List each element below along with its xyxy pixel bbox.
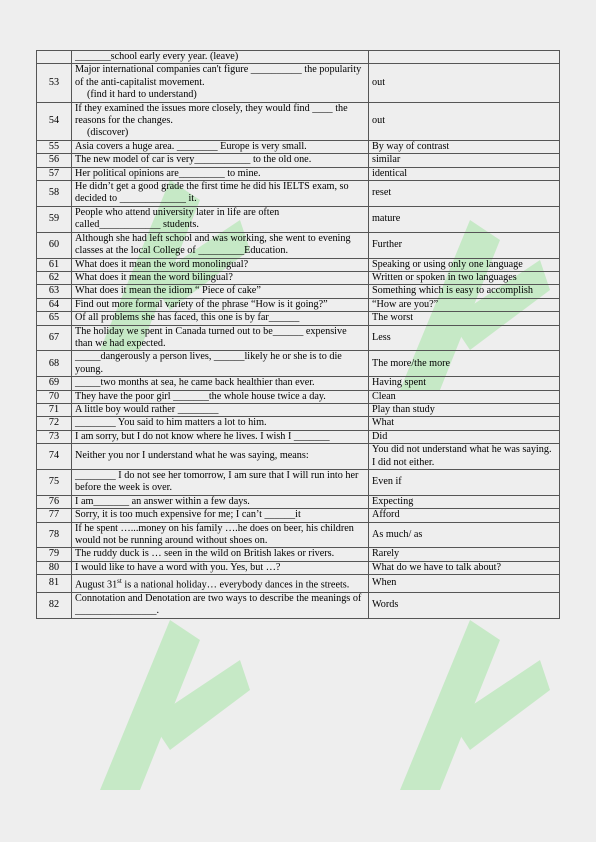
question-text: People who attend university later in life are often called____________ students. bbox=[72, 206, 369, 232]
row-number: 54 bbox=[37, 102, 72, 140]
question-text: What does it mean the word monolingual? bbox=[72, 258, 369, 271]
question-text: Of all problems she has faced, this one is by far______ bbox=[72, 312, 369, 325]
table-row bbox=[37, 593, 560, 619]
question-text: Although she had left school and was working, she went to evening classes at the local College of _________Education. bbox=[72, 232, 369, 258]
table-row bbox=[37, 181, 560, 207]
row-number: 77 bbox=[37, 509, 72, 522]
question-text: _____dangerously a person lives, ______likely he or she is to die young. bbox=[72, 351, 369, 377]
table-row bbox=[37, 51, 560, 64]
table-row bbox=[37, 325, 560, 351]
table-row bbox=[37, 522, 560, 548]
table-row bbox=[37, 470, 560, 496]
question-text: A little boy would rather ________ bbox=[72, 403, 369, 416]
table-row bbox=[37, 312, 560, 325]
answer-text: Words bbox=[369, 593, 560, 619]
question-text: is a national holiday… everybody dances in the streets. bbox=[121, 579, 350, 591]
row-number: 73 bbox=[37, 430, 72, 443]
row-number: 59 bbox=[37, 206, 72, 232]
row-number: 79 bbox=[37, 548, 72, 561]
row-number: 72 bbox=[37, 417, 72, 430]
row-number: 64 bbox=[37, 298, 72, 311]
table-row bbox=[37, 403, 560, 416]
question-text: Her political opinions are_________ to mine. bbox=[72, 167, 369, 180]
answer-text: similar bbox=[369, 154, 560, 167]
answer-text: Speaking or using only one language bbox=[369, 258, 560, 271]
table-row bbox=[37, 430, 560, 443]
question-text: Neither you nor I understand what he was saying, means: bbox=[72, 444, 369, 470]
row-number: 56 bbox=[37, 154, 72, 167]
question-text: August 31 bbox=[75, 579, 118, 591]
answer-text: reset bbox=[369, 181, 560, 207]
table-row bbox=[37, 351, 560, 377]
row-number: 70 bbox=[37, 390, 72, 403]
answer-text: Further bbox=[369, 232, 560, 258]
answer-text: “How are you?” bbox=[369, 298, 560, 311]
table-row bbox=[37, 258, 560, 271]
answer-text: Clean bbox=[369, 390, 560, 403]
row-number: 61 bbox=[37, 258, 72, 271]
question-text: _______school early every year. (leave) bbox=[72, 51, 369, 64]
table-row bbox=[37, 298, 560, 311]
answer-text: The more/the more bbox=[369, 351, 560, 377]
row-number: 60 bbox=[37, 232, 72, 258]
answer-text: Even if bbox=[369, 470, 560, 496]
answer-text: You did not understand what he was saying. I did not either. bbox=[369, 444, 560, 470]
row-number bbox=[37, 51, 72, 64]
question-text: I am_______ an answer within a few days. bbox=[72, 495, 369, 508]
questions-table bbox=[36, 50, 560, 619]
answer-text: Having spent bbox=[369, 377, 560, 390]
row-number: 69 bbox=[37, 377, 72, 390]
table-row bbox=[37, 167, 560, 180]
question-text: They have the poor girl _______the whole house twice a day. bbox=[72, 390, 369, 403]
question-text: ________ You said to him matters a lot to him. bbox=[72, 417, 369, 430]
watermark-logo bbox=[80, 600, 260, 800]
row-number: 63 bbox=[37, 285, 72, 298]
row-number: 76 bbox=[37, 495, 72, 508]
question-text: If they examined the issues more closely, they would find ____ the reasons for the changes. bbox=[75, 102, 348, 127]
question-text: The holiday we spent in Canada turned out to be______ expensive than we had expected. bbox=[72, 325, 369, 351]
table-row bbox=[37, 285, 560, 298]
table-row bbox=[37, 64, 560, 102]
watermark-logo bbox=[380, 600, 560, 800]
question-text: Asia covers a huge area. ________ Europe is very small. bbox=[72, 140, 369, 153]
table-row bbox=[37, 377, 560, 390]
row-number: 74 bbox=[37, 444, 72, 470]
table-row bbox=[37, 561, 560, 574]
table-row bbox=[37, 154, 560, 167]
answer-text: Less bbox=[369, 325, 560, 351]
answer-text bbox=[369, 51, 560, 64]
question-text: ________ I do not see her tomorrow, I am sure that I will run into her before the week is over. bbox=[72, 470, 369, 496]
row-number: 53 bbox=[37, 64, 72, 102]
answer-text: out bbox=[369, 64, 560, 102]
row-number: 81 bbox=[37, 575, 72, 593]
row-number: 55 bbox=[37, 140, 72, 153]
question-hint: (discover) bbox=[87, 127, 129, 139]
answer-text: When bbox=[369, 575, 560, 593]
table-row bbox=[37, 548, 560, 561]
answer-text: out bbox=[369, 102, 560, 140]
answer-text: By way of contrast bbox=[369, 140, 560, 153]
answer-text: Written or spoken in two languages bbox=[369, 271, 560, 284]
answer-text: mature bbox=[369, 206, 560, 232]
question-cell bbox=[72, 102, 369, 140]
question-cell bbox=[72, 64, 369, 102]
answer-text: What bbox=[369, 417, 560, 430]
question-text: Connotation and Denotation are two ways to describe the meanings of ________________. bbox=[72, 593, 369, 619]
answer-text: identical bbox=[369, 167, 560, 180]
question-text: If he spent …...money on his family ….he does on beer, his children would not be running around without shoes on. bbox=[72, 522, 369, 548]
row-number: 65 bbox=[37, 312, 72, 325]
row-number: 62 bbox=[37, 271, 72, 284]
question-text: Sorry, it is too much expensive for me; I can’t ______it bbox=[72, 509, 369, 522]
answer-text: What do we have to talk about? bbox=[369, 561, 560, 574]
row-number: 58 bbox=[37, 181, 72, 207]
table-row bbox=[37, 417, 560, 430]
question-cell bbox=[72, 575, 369, 593]
question-text: Find out more formal variety of the phrase “How is it going?” bbox=[72, 298, 369, 311]
row-number: 80 bbox=[37, 561, 72, 574]
question-text: I would like to have a word with you. Yes, but …? bbox=[72, 561, 369, 574]
question-text: He didn’t get a good grade the first time he did his IELTS exam, so decided to _____________ it. bbox=[72, 181, 369, 207]
table-row bbox=[37, 575, 560, 593]
answer-text: The worst bbox=[369, 312, 560, 325]
row-number: 78 bbox=[37, 522, 72, 548]
row-number: 71 bbox=[37, 403, 72, 416]
table-row bbox=[37, 140, 560, 153]
answer-text: Expecting bbox=[369, 495, 560, 508]
question-text: The ruddy duck is … seen in the wild on British lakes or rivers. bbox=[72, 548, 369, 561]
answer-text: Rarely bbox=[369, 548, 560, 561]
table-row bbox=[37, 206, 560, 232]
question-text: What does it mean the idiom “ Piece of cake” bbox=[72, 285, 369, 298]
table-row bbox=[37, 390, 560, 403]
table-row bbox=[37, 495, 560, 508]
ordinal-suffix: st bbox=[117, 577, 122, 586]
answer-text: Play than study bbox=[369, 403, 560, 416]
row-number: 57 bbox=[37, 167, 72, 180]
question-hint: (find it hard to understand) bbox=[87, 89, 197, 101]
row-number: 67 bbox=[37, 325, 72, 351]
table-row bbox=[37, 232, 560, 258]
question-text: What does it mean the word bilingual? bbox=[72, 271, 369, 284]
question-text: The new model of car is very___________ to the old one. bbox=[72, 154, 369, 167]
answer-text: Something which is easy to accomplish bbox=[369, 285, 560, 298]
table-row bbox=[37, 509, 560, 522]
table-row bbox=[37, 444, 560, 470]
answer-text: As much/ as bbox=[369, 522, 560, 548]
row-number: 75 bbox=[37, 470, 72, 496]
question-text: _____two months at sea, he came back healthier than ever. bbox=[72, 377, 369, 390]
table-row bbox=[37, 102, 560, 140]
question-text: Major international companies can't figure __________ the popularity of the anti-capitalist movement. bbox=[75, 64, 362, 88]
answer-text: Did bbox=[369, 430, 560, 443]
row-number: 68 bbox=[37, 351, 72, 377]
table-row bbox=[37, 271, 560, 284]
question-text: I am sorry, but I do not know where he lives. I wish I _______ bbox=[72, 430, 369, 443]
answer-text: Afford bbox=[369, 509, 560, 522]
row-number: 82 bbox=[37, 593, 72, 619]
